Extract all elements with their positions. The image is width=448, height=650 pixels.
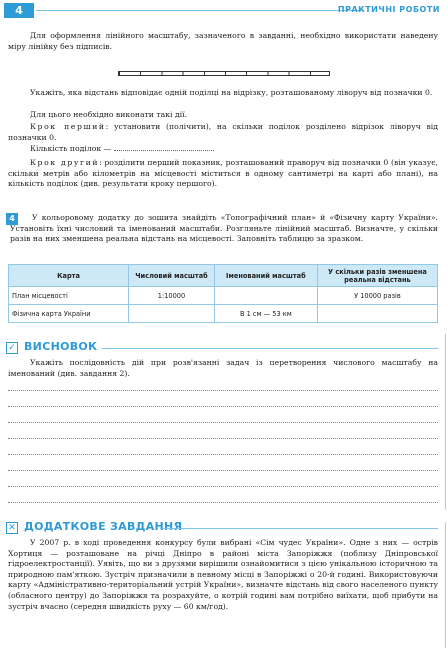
extra-task-title: ДОДАТКОВЕ ЗАВДАННЯ <box>24 520 183 533</box>
table-cell-blank[interactable] <box>129 305 215 323</box>
table-header: Числовий масштаб <box>129 265 215 287</box>
conclusion-title: ВИСНОВОК <box>24 340 98 353</box>
checkmark-box-icon: ✓ <box>6 342 18 354</box>
step-two-text: : розділити перший показник, розташований праворуч від позначки 0 (він указує, скільки метрів або кілометрів на місцевості міститься в одному сантиметрі на карті або плані), на кількість поділок (див. результати кроку першого). <box>8 158 438 189</box>
table-cell: План місцевості <box>9 287 129 305</box>
division-count-label: Кількість поділок — <box>30 144 112 153</box>
table-header: Іменований масштаб <box>214 265 317 287</box>
conclusion-heading <box>6 342 438 356</box>
step-two-label: Крок другий <box>30 158 100 167</box>
step-one <box>8 122 438 143</box>
intro-paragraph-3: Для цього необхідно виконати такі дії. <box>30 110 187 119</box>
intro-paragraph-2: Укажіть, яка відстань відповідає одній поділці на відрізку, розташованому ліворуч від позначки 0. <box>30 88 433 97</box>
answer-line[interactable] <box>8 422 438 423</box>
task-4-text: У кольоровому додатку до зошита знайдіть «Топографічний план» й «Фізичну карту України». Установіть їхні числовий та іменований масштаби. Розгляньте лінійний масштаб. Визначте, у скільки разів на них зменшена реальна відстань на місцевості. Заповніть таблицю за зразком. <box>10 213 438 244</box>
table-cell-blank[interactable] <box>317 305 437 323</box>
answer-line[interactable] <box>8 502 438 503</box>
table-header-row <box>9 265 438 287</box>
extra-task-heading <box>6 522 438 536</box>
page-header <box>0 0 448 22</box>
step-one-label: Крок перший <box>30 122 106 131</box>
header-divider <box>36 10 364 11</box>
answer-line[interactable] <box>8 406 438 407</box>
cross-box-icon: ✕ <box>6 522 18 534</box>
page-number: 4 <box>4 3 34 18</box>
table-cell: Фізична карта України <box>9 305 129 323</box>
table-cell: 1:10000 <box>129 287 215 305</box>
answer-line[interactable] <box>8 486 438 487</box>
answer-line[interactable] <box>8 390 438 391</box>
division-count-blank[interactable] <box>114 144 214 151</box>
conclusion-text: Укажіть послідовність дій при розв'язанні задач із перетворення числового масштабу на іменований (див. завдання 2). <box>8 358 438 378</box>
linear-scale-ruler <box>118 71 330 76</box>
task-number-badge: 4 <box>6 213 18 225</box>
division-count <box>8 144 438 155</box>
extra-task-text: У 2007 р. в ході проведення конкурсу були вибрані «Сім чудес України». Одне з них — острів Хортиця — розташоване на річці Дніпро в районі міста Запоріжжя (поблизу Дніпровської гідроелектростанції). Уявіть, що ви з друзями вирішили ознайомитися з цією унікальною історичною та природною пам'яткою. Зустріч призначили в певному місці в Запоріжжі о 20-й годині. Використовуючи карту «Адміністративно-територіальний устрій України», визначте відстань від свого населеного пункту (обласного центру) до Запоріжжя та розрахуйте, о котрій годині вам потрібно виїхати, щоб прибути на зустріч вчасно (середня швидкість руху — 60 км/год). <box>8 538 438 611</box>
table-header: У скільки разів зменшена реальна відстань <box>317 265 437 287</box>
table-row <box>9 305 438 323</box>
extra-task-divider <box>162 528 438 529</box>
table-header: Карта <box>9 265 129 287</box>
intro-paragraph-1: Для оформлення лінійного масштабу, зазначеного в завданні, необхідно використати наведену міру лінійку без підписів. <box>8 31 438 51</box>
conclusion-divider <box>102 348 438 349</box>
answer-line[interactable] <box>8 470 438 471</box>
step-one-text: : установити (полічити), на скільки поділок розділено відрізок ліворуч від позначки 0. <box>8 122 438 142</box>
margin-rule <box>445 334 446 510</box>
answer-line[interactable] <box>8 454 438 455</box>
table-row <box>9 287 438 305</box>
table-cell: В 1 см — 53 км <box>214 305 317 323</box>
table-cell: У 10000 разів <box>317 287 437 305</box>
answer-line[interactable] <box>8 438 438 439</box>
margin-rule <box>445 522 446 648</box>
scale-table <box>8 264 438 323</box>
step-two <box>8 158 438 190</box>
section-title: ПРАКТИЧНІ РОБОТИ <box>337 5 440 14</box>
table-cell-blank[interactable] <box>214 287 317 305</box>
